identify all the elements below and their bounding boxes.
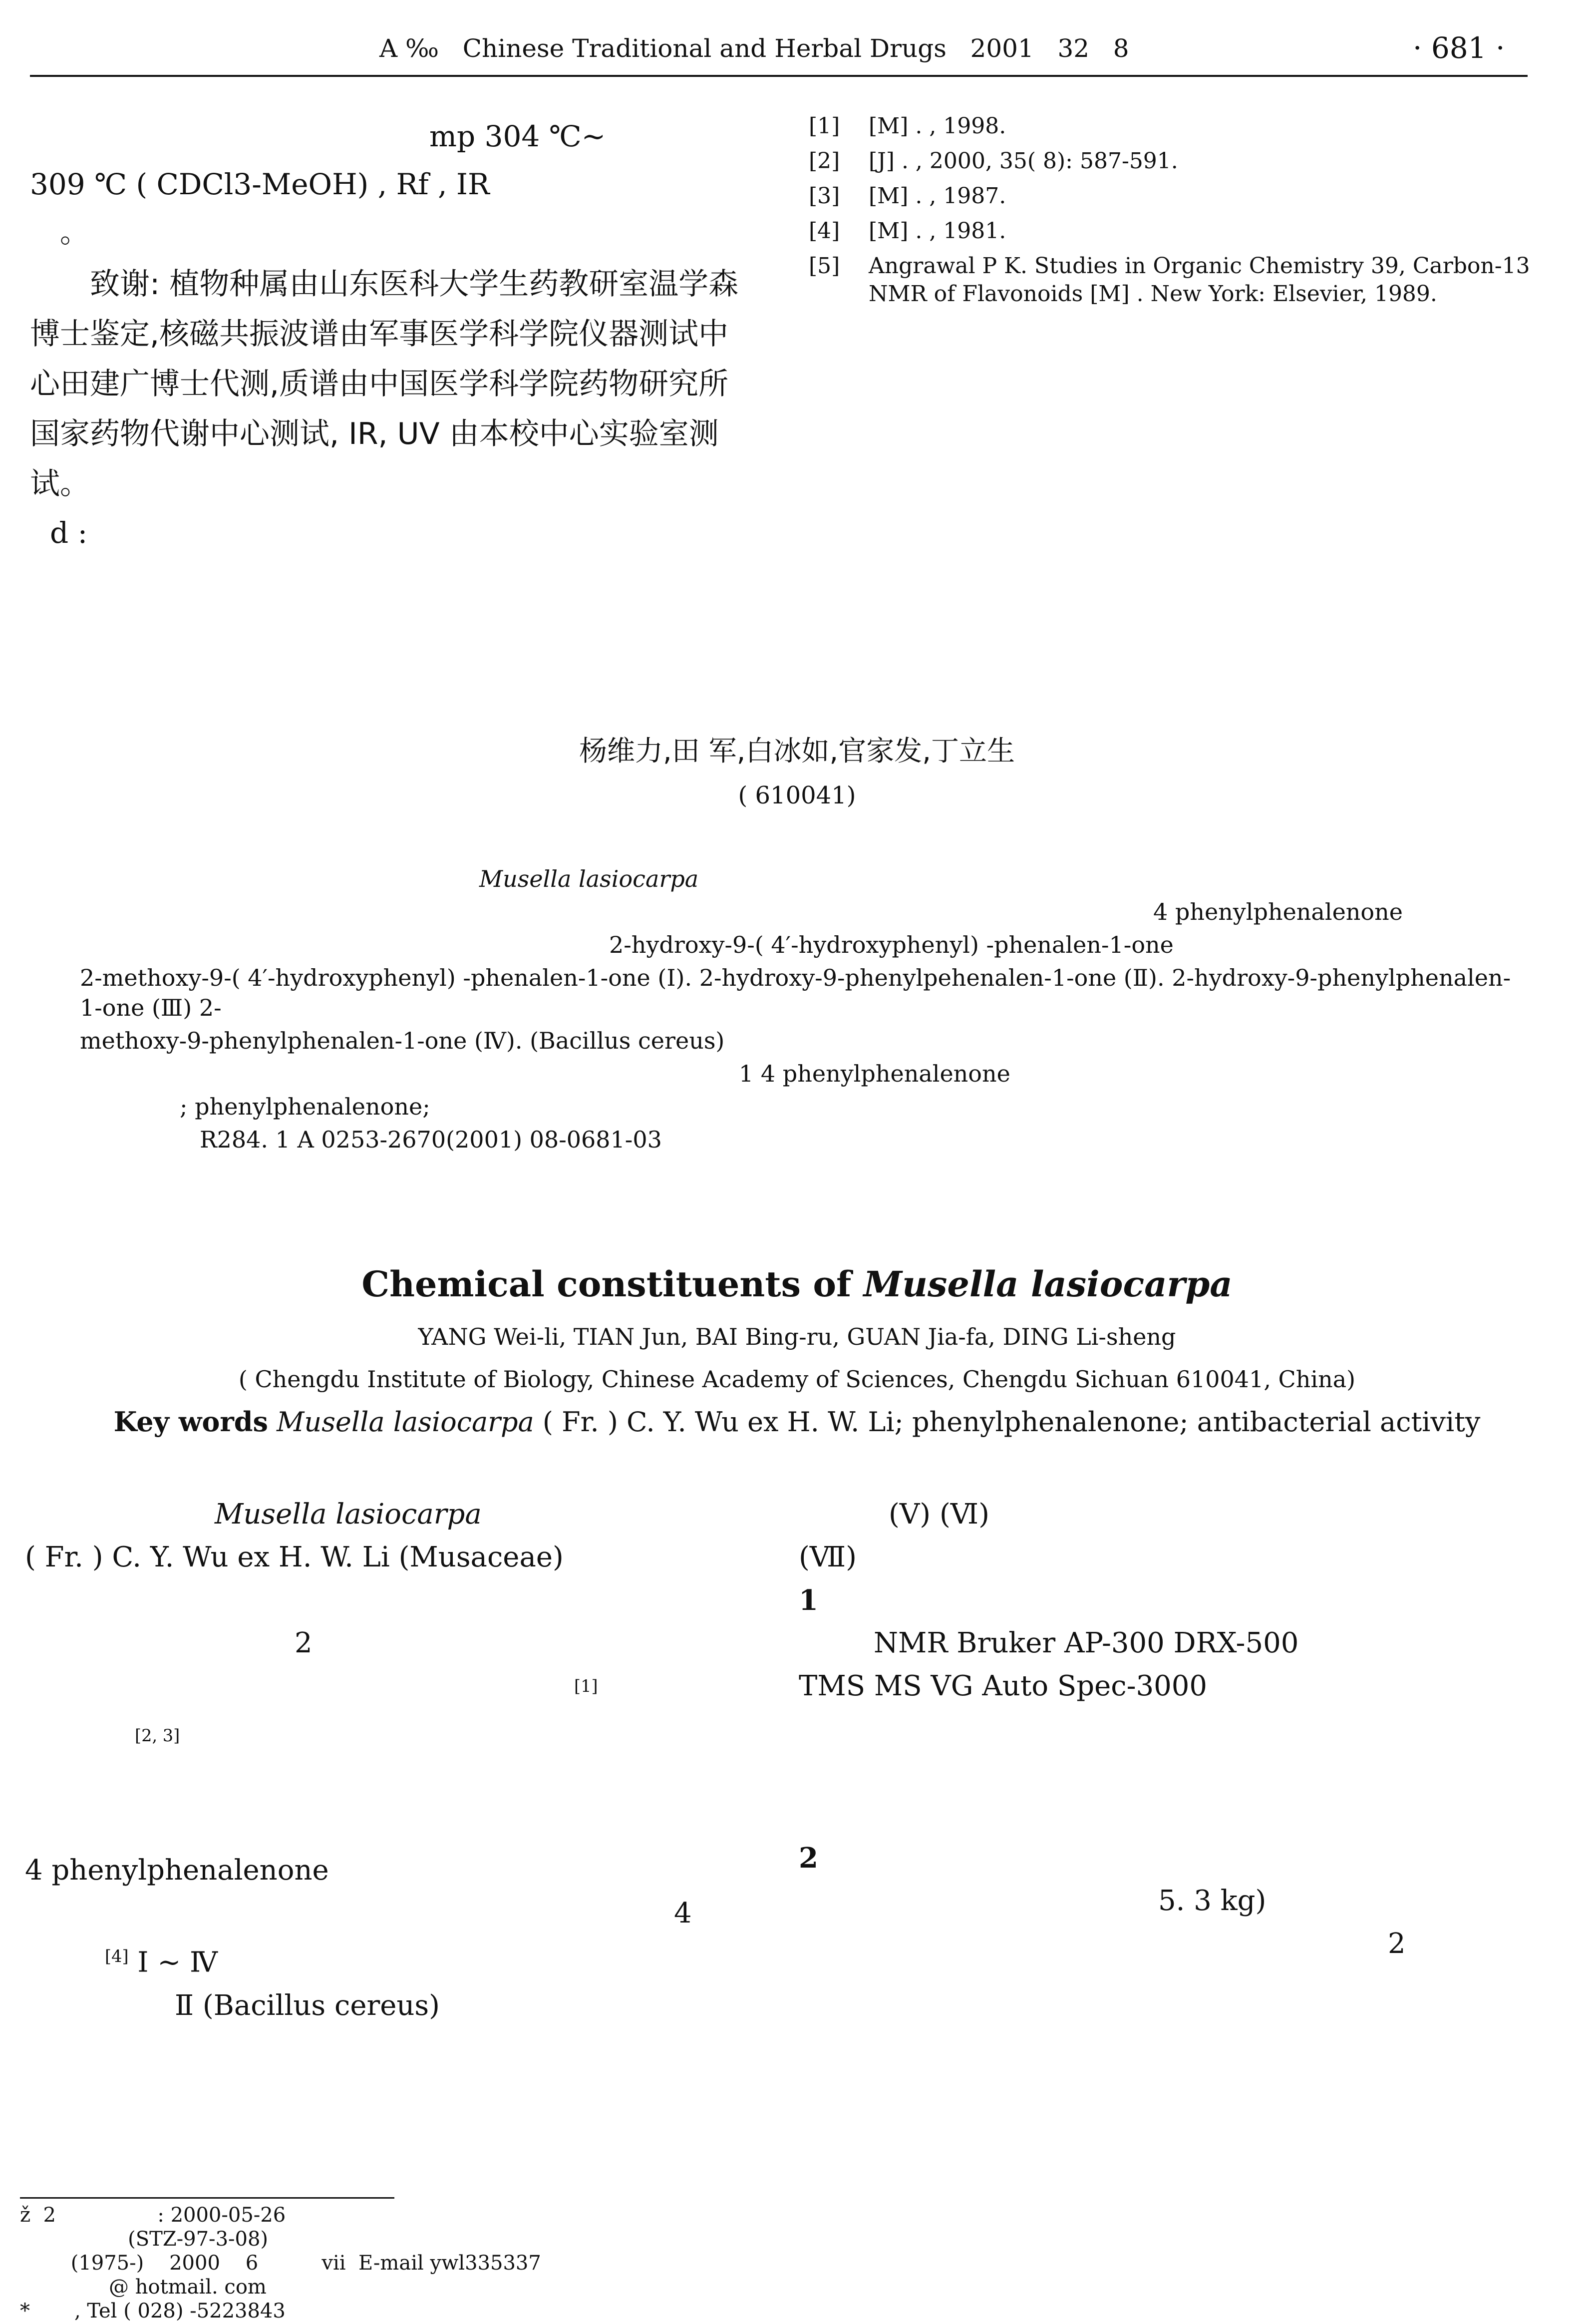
- body-line: [25, 1714, 744, 1764]
- body-line: 5. 3 kg): [1158, 1885, 1267, 1917]
- reference-number: [1]: [809, 113, 840, 139]
- body-line: [799, 1708, 1538, 1751]
- references-label: d :: [50, 516, 88, 550]
- body-line: 4: [674, 1897, 692, 1930]
- english-title: [0, 1263, 1594, 1305]
- keywords-label: Key words: [113, 1406, 268, 1438]
- body-line: Ⅱ (Bacillus cereus): [175, 1989, 440, 2022]
- citation: [2, 3]: [135, 1725, 180, 1745]
- article-affiliation: ( 610041): [738, 781, 856, 809]
- footnote-rule: [20, 2197, 394, 2199]
- reference-text: [M] . , 1987.: [869, 183, 1006, 209]
- acknowledgement: 致谢: 植物种属由山东医科大学生药教研室温学森博士鉴定,核磁共振波谱由军事医学科学院仪器测试中心田建广博士代测,质谱由中国医学科学院药物研究所国家药物代谢中心测试, IR, UV 由本校中心实验室测试。: [30, 267, 739, 501]
- body-line: 2: [1388, 1928, 1406, 1960]
- keywords-species: Musella lasiocarpa: [277, 1406, 534, 1438]
- reference-text: [J] . , 2000, 35( 8): 587-591.: [869, 148, 1178, 174]
- section-heading: 1: [799, 1584, 818, 1617]
- abstract: [80, 864, 1528, 1158]
- abstract-line: 4 phenylphenalenone: [1153, 898, 1403, 925]
- body-line: 2: [295, 1627, 313, 1659]
- compound-data-line2: 309 ℃ ( CDCl3-MeOH) , Rf , IR: [30, 167, 490, 201]
- compound-data-line3: 。: [60, 215, 89, 249]
- left-top-column: [30, 112, 749, 557]
- english-authors: YANG Wei-li, TIAN Jun, BAI Bing-ru, GUAN Jia-fa, DING Li-sheng: [418, 1323, 1176, 1350]
- reference-item: [804, 217, 1533, 245]
- running-title: A ‰ Chinese Traditional and Herbal Drugs 2001 32 8: [379, 34, 1129, 63]
- article-authors: 杨维力,田 军,白冰如,官家发,丁立生: [579, 735, 1015, 768]
- reference-number: [4]: [809, 218, 840, 244]
- body-species: Musella lasiocarpa: [215, 1498, 482, 1531]
- page-number: · 681 ·: [1413, 31, 1505, 65]
- citation: [1]: [574, 1676, 598, 1696]
- body-line: [25, 1493, 744, 1536]
- reference-item: [804, 252, 1533, 308]
- reference-number: [5]: [809, 253, 840, 279]
- abstract-line: 1 4 phenylphenalenone: [739, 1060, 1010, 1087]
- section-heading: 2: [799, 1842, 818, 1875]
- body-line: [25, 1806, 744, 1849]
- abstract-line: methoxy-9-phenylphenalen-1-one (Ⅳ). (Bacillus cereus): [80, 1027, 725, 1054]
- body-line: (Ⅶ): [799, 1541, 857, 1573]
- body-line: [799, 1794, 1538, 1837]
- reference-text: [M] . , 1981.: [869, 218, 1006, 244]
- english-title-text: Chemical constituents of: [361, 1263, 864, 1305]
- page-header: [0, 31, 1594, 66]
- reference-text: [M] . , 1998.: [869, 113, 1006, 139]
- body-line: NMR Bruker AP-300 DRX-500: [874, 1627, 1299, 1659]
- body-line: [25, 1935, 744, 1984]
- footnote-line: @ hotmail. com: [20, 2276, 267, 2299]
- body-line: [25, 1665, 744, 1714]
- abstract-line: Musella lasiocarpa: [479, 865, 699, 892]
- footnote-line: ž 2 : 2000-05-26: [20, 2204, 286, 2227]
- body-line: TMS MS VG Auto Spec-3000: [799, 1670, 1208, 1702]
- body-line: (Ⅴ) (Ⅵ): [889, 1498, 989, 1531]
- reference-text: Angrawal P K. Studies in Organic Chemistry 39, Carbon-13 NMR of Flavonoids [M] . New York: Elsevier, 1989.: [869, 253, 1530, 307]
- reference-item: [804, 112, 1533, 140]
- english-affiliation: ( Chengdu Institute of Biology, Chinese Academy of Sciences, Chengdu Sichuan 610041, China): [238, 1366, 1356, 1393]
- english-title-species: Musella lasiocarpa: [863, 1263, 1233, 1305]
- reference-number: [2]: [809, 148, 840, 174]
- abstract-line: 2-methoxy-9-( 4′-hydroxyphenyl) -phenalen-1-one (Ⅰ). 2-hydroxy-9-phenylpehenalen-1-one (Ⅱ). 2-hydroxy-9-phenylphenalen-1-one (Ⅲ) 2-: [80, 964, 1511, 1021]
- classification-line: R284. 1 A 0253-2670(2001) 08-0681-03: [200, 1126, 662, 1153]
- citation: [4]: [105, 1946, 129, 1966]
- body-line: 4 phenylphenalenone: [25, 1854, 329, 1887]
- footnote-line: (1975-) 2000 6 vii E-mail ywl335337: [20, 2252, 541, 2275]
- reference-item: [804, 147, 1533, 175]
- compound-data-line1: mp 304 ℃~: [429, 119, 606, 153]
- body-line: ( Fr. ) C. Y. Wu ex H. W. Li (Musaceae): [25, 1541, 564, 1573]
- footnote-line: (STZ-97-3-08): [20, 2228, 269, 2251]
- footnotes: [20, 2203, 1568, 2323]
- references-list: [804, 112, 1533, 315]
- body-left-column: [25, 1493, 744, 2027]
- keywords-line: ; phenylphenalenone;: [180, 1093, 430, 1120]
- header-rule: [30, 75, 1528, 77]
- reference-number: [3]: [809, 183, 840, 209]
- keywords-rest: ( Fr. ) C. Y. Wu ex H. W. Li; phenylphenalenone; antibacterial activity: [534, 1406, 1481, 1438]
- body-right-column: [799, 1493, 1538, 1965]
- footnote-line: * , Tel ( 028) -5223843: [20, 2300, 286, 2323]
- body-line: [25, 1579, 744, 1622]
- body-line: [25, 1763, 744, 1806]
- body-line: [799, 1751, 1538, 1794]
- body-text: Ⅰ ~ Ⅳ: [137, 1946, 218, 1979]
- abstract-line: 2-hydroxy-9-( 4′-hydroxyphenyl) -phenalen-1-one: [609, 931, 1174, 958]
- reference-item: [804, 182, 1533, 210]
- english-keywords: [0, 1406, 1594, 1438]
